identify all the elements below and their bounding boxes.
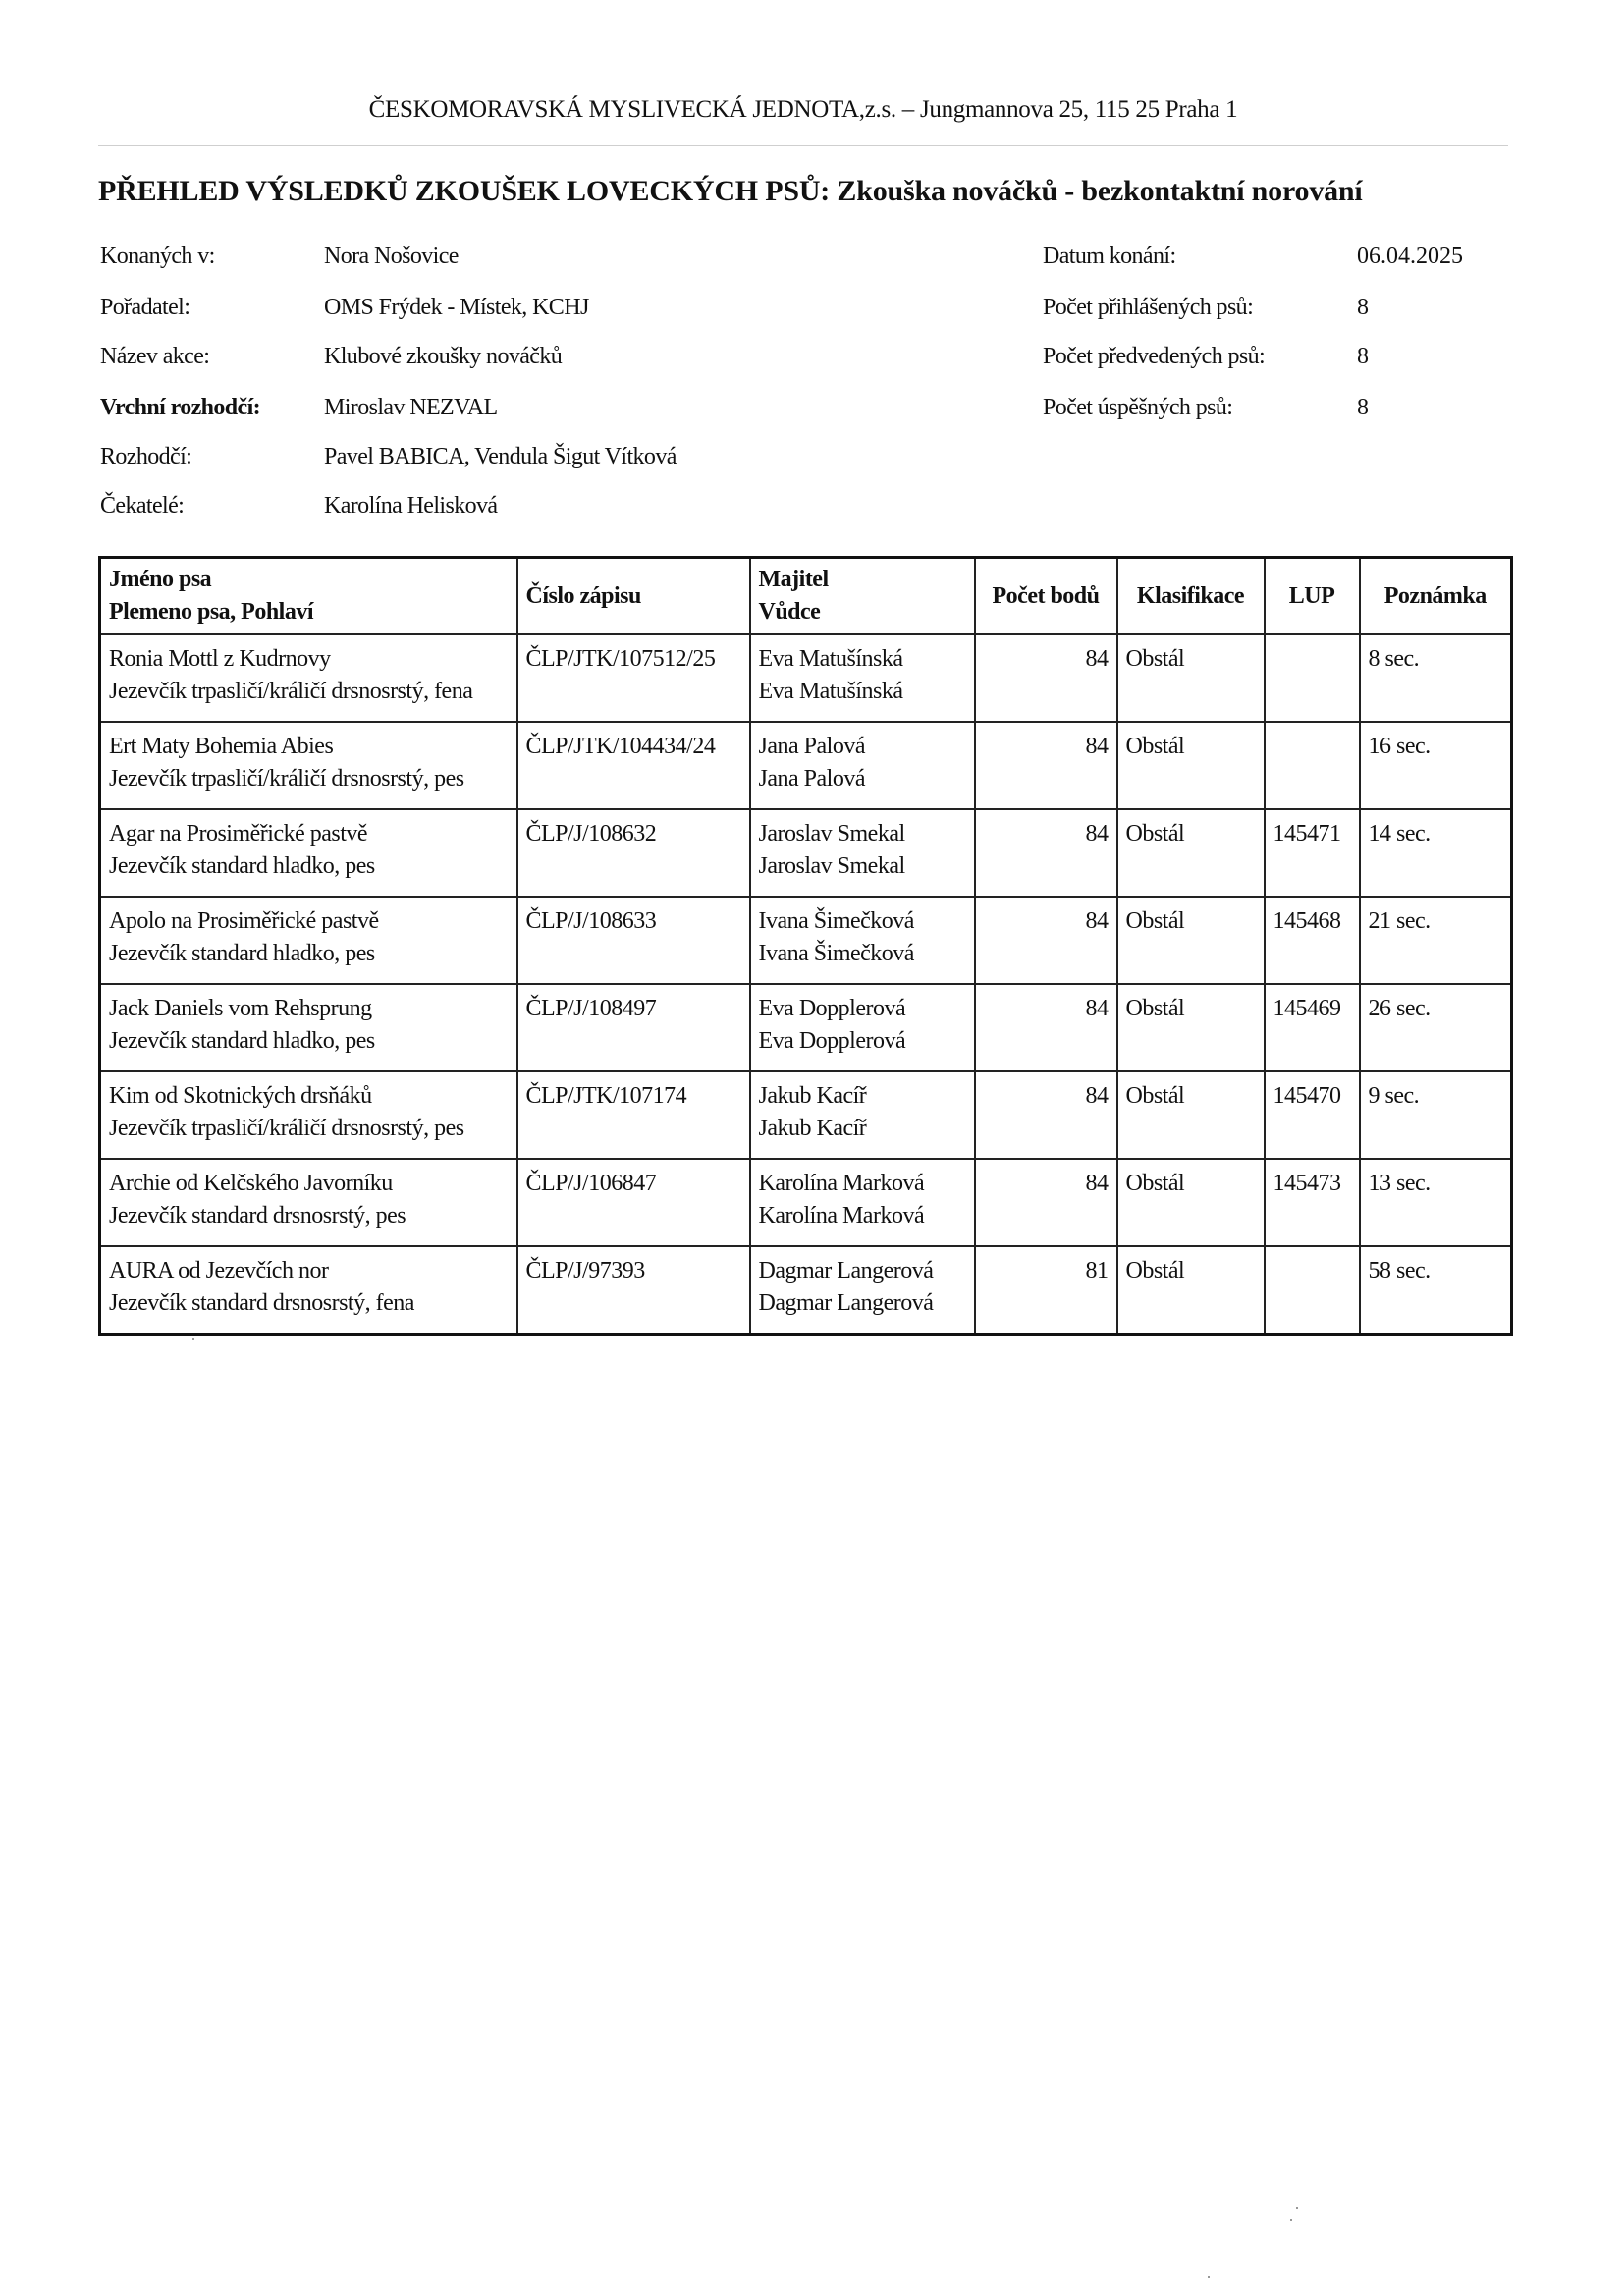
registered-count-label: Počet přihlášených psů:: [1043, 295, 1254, 320]
header-dog-name: [100, 558, 517, 635]
header-classification: Klasifikace: [1117, 558, 1265, 635]
dog-name-cell: [100, 1159, 517, 1246]
dog-name: Archie od Kelčského Javorníku: [109, 1171, 393, 1196]
dog-name-cell: [100, 634, 517, 722]
lup-value: [1265, 634, 1360, 722]
note-value: 13 sec.: [1360, 1159, 1512, 1246]
header-owner: [750, 558, 975, 635]
scan-speck: [1208, 2276, 1210, 2278]
handler-name: Eva Dopplerová: [758, 1028, 906, 1054]
header-dog-name-line2: Plemeno psa, Pohlaví: [109, 599, 314, 625]
dog-breed: Jezevčík trpasličí/králičí drsnosrstý, pes: [109, 1116, 464, 1141]
handler-name: Jana Palová: [758, 766, 865, 792]
handler-name: Eva Matušínská: [758, 679, 903, 704]
note-value: 8 sec.: [1360, 634, 1512, 722]
date-value: 06.04.2025: [1357, 244, 1463, 269]
lup-value: 145473: [1265, 1159, 1360, 1246]
table-row: [100, 809, 1512, 897]
dog-breed: Jezevčík trpasličí/králičí drsnosrstý, fena: [109, 679, 473, 704]
handler-name: Dagmar Langerová: [758, 1290, 934, 1316]
held-at-value: Nora Nošovice: [324, 244, 459, 269]
classification-value: Obstál: [1117, 634, 1265, 722]
owner-cell: [750, 809, 975, 897]
owner-name: Eva Dopplerová: [758, 996, 906, 1021]
classification-value: Obstál: [1117, 897, 1265, 984]
table-row: [100, 984, 1512, 1071]
event-name-value: Klubové zkoušky nováčků: [324, 344, 563, 369]
organizer-value: OMS Frýdek - Místek, KCHJ: [324, 295, 589, 320]
dog-name-cell: [100, 722, 517, 809]
classification-value: Obstál: [1117, 722, 1265, 809]
registration-number: ČLP/JTK/104434/24: [517, 722, 750, 809]
dog-name: Ert Maty Bohemia Abies: [109, 734, 334, 759]
owner-name: Jakub Kacíř: [758, 1083, 867, 1109]
registration-number: ČLP/JTK/107174: [517, 1071, 750, 1159]
points-value: 81: [975, 1246, 1117, 1335]
organization-header: ČESKOMORAVSKÁ MYSLIVECKÁ JEDNOTA,z.s. – Jungmannova 25, 115 25 Praha 1: [368, 96, 1238, 123]
date-label: Datum konání:: [1043, 244, 1176, 269]
header-lup: LUP: [1265, 558, 1360, 635]
registration-number: ČLP/J/97393: [517, 1246, 750, 1335]
dog-breed: Jezevčík standard drsnosrstý, fena: [109, 1290, 414, 1316]
judges-value: Pavel BABICA, Vendula Šigut Vítková: [324, 444, 677, 469]
event-name-label: Název akce:: [100, 344, 210, 369]
dog-breed: Jezevčík standard hladko, pes: [109, 1028, 375, 1054]
points-value: 84: [975, 897, 1117, 984]
classification-value: Obstál: [1117, 1071, 1265, 1159]
table-row: [100, 1071, 1512, 1159]
header-dog-name-line1: Jméno psa: [109, 567, 212, 592]
registration-number: ČLP/JTK/107512/25: [517, 634, 750, 722]
owner-cell: [750, 722, 975, 809]
owner-cell: [750, 1246, 975, 1335]
trainees-value: Karolína Helisková: [324, 493, 498, 519]
table-row: [100, 1159, 1512, 1246]
registered-count-value: 8: [1357, 295, 1369, 320]
classification-value: Obstál: [1117, 809, 1265, 897]
dog-breed: Jezevčík standard drsnosrstý, pes: [109, 1203, 406, 1229]
dog-name-cell: [100, 809, 517, 897]
header-points: Počet bodů: [975, 558, 1117, 635]
owner-name: Eva Matušínská: [758, 646, 903, 672]
results-table-body: [100, 634, 1512, 1335]
scan-speck: [1296, 2207, 1298, 2209]
dog-name: Ronia Mottl z Kudrnovy: [109, 646, 331, 672]
header-divider: [98, 145, 1508, 146]
lup-value: [1265, 1246, 1360, 1335]
presented-count-label: Počet předvedených psů:: [1043, 344, 1266, 369]
successful-count-value: 8: [1357, 395, 1369, 420]
owner-cell: [750, 897, 975, 984]
table-header-row: [100, 558, 1512, 635]
successful-count-label: Počet úspěšných psů:: [1043, 395, 1233, 420]
lup-value: 145468: [1265, 897, 1360, 984]
points-value: 84: [975, 1071, 1117, 1159]
results-table: [98, 556, 1513, 1336]
owner-cell: [750, 1159, 975, 1246]
header-registration: Číslo zápisu: [517, 558, 750, 635]
points-value: 84: [975, 984, 1117, 1071]
note-value: 58 sec.: [1360, 1246, 1512, 1335]
registration-number: ČLP/J/108497: [517, 984, 750, 1071]
note-value: 21 sec.: [1360, 897, 1512, 984]
header-note: Poznámka: [1360, 558, 1512, 635]
organizer-label: Pořadatel:: [100, 295, 190, 320]
handler-name: Karolína Marková: [758, 1203, 925, 1229]
dog-name-cell: [100, 1071, 517, 1159]
note-value: 9 sec.: [1360, 1071, 1512, 1159]
note-value: 26 sec.: [1360, 984, 1512, 1071]
dog-name-cell: [100, 984, 517, 1071]
registration-number: ČLP/J/108633: [517, 897, 750, 984]
lup-value: 145469: [1265, 984, 1360, 1071]
dog-breed: Jezevčík standard hladko, pes: [109, 941, 375, 966]
chief-judge-value: Miroslav NEZVAL: [324, 395, 498, 420]
note-value: 14 sec.: [1360, 809, 1512, 897]
dog-name: Jack Daniels vom Rehsprung: [109, 996, 372, 1021]
handler-name: Ivana Šimečková: [758, 941, 914, 966]
points-value: 84: [975, 634, 1117, 722]
classification-value: Obstál: [1117, 1159, 1265, 1246]
owner-name: Karolína Marková: [758, 1171, 925, 1196]
table-row: [100, 897, 1512, 984]
points-value: 84: [975, 722, 1117, 809]
dog-name: Agar na Prosiměřické pastvě: [109, 821, 368, 847]
header-owner-line1: Majitel: [758, 567, 829, 592]
dog-name-cell: [100, 1246, 517, 1335]
lup-value: 145471: [1265, 809, 1360, 897]
table-row: [100, 722, 1512, 809]
lup-value: 145470: [1265, 1071, 1360, 1159]
held-at-label: Konaných v:: [100, 244, 215, 269]
table-row: [100, 1246, 1512, 1335]
owner-name: Jaroslav Smekal: [758, 821, 905, 847]
owner-name: Jana Palová: [758, 734, 865, 759]
scan-speck: [1290, 2219, 1292, 2221]
handler-name: Jaroslav Smekal: [758, 853, 905, 879]
owner-cell: [750, 634, 975, 722]
points-value: 84: [975, 1159, 1117, 1246]
judges-label: Rozhodčí:: [100, 444, 192, 469]
handler-name: Jakub Kacíř: [758, 1116, 867, 1141]
owner-name: Dagmar Langerová: [758, 1258, 934, 1284]
dog-name: Apolo na Prosiměřické pastvě: [109, 908, 379, 934]
table-row: [100, 634, 1512, 722]
owner-cell: [750, 984, 975, 1071]
lup-value: [1265, 722, 1360, 809]
header-owner-line2: Vůdce: [758, 599, 821, 625]
trainees-label: Čekatelé:: [100, 493, 185, 519]
dog-name: AURA od Jezevčích nor: [109, 1258, 329, 1284]
owner-cell: [750, 1071, 975, 1159]
dog-breed: Jezevčík trpasličí/králičí drsnosrstý, pes: [109, 766, 464, 792]
note-value: 16 sec.: [1360, 722, 1512, 809]
registration-number: ČLP/J/108632: [517, 809, 750, 897]
classification-value: Obstál: [1117, 1246, 1265, 1335]
dog-name: Kim od Skotnických drsňáků: [109, 1083, 372, 1109]
points-value: 84: [975, 809, 1117, 897]
document-title: PŘEHLED VÝSLEDKŮ ZKOUŠEK LOVECKÝCH PSŮ: Zkouška nováčků - bezkontaktní norování: [98, 175, 1363, 207]
dog-name-cell: [100, 897, 517, 984]
registration-number: ČLP/J/106847: [517, 1159, 750, 1246]
owner-name: Ivana Šimečková: [758, 908, 914, 934]
chief-judge-label: Vrchní rozhodčí:: [100, 395, 261, 420]
presented-count-value: 8: [1357, 344, 1369, 369]
dog-breed: Jezevčík standard hladko, pes: [109, 853, 375, 879]
scan-speck: [192, 1338, 194, 1340]
classification-value: Obstál: [1117, 984, 1265, 1071]
